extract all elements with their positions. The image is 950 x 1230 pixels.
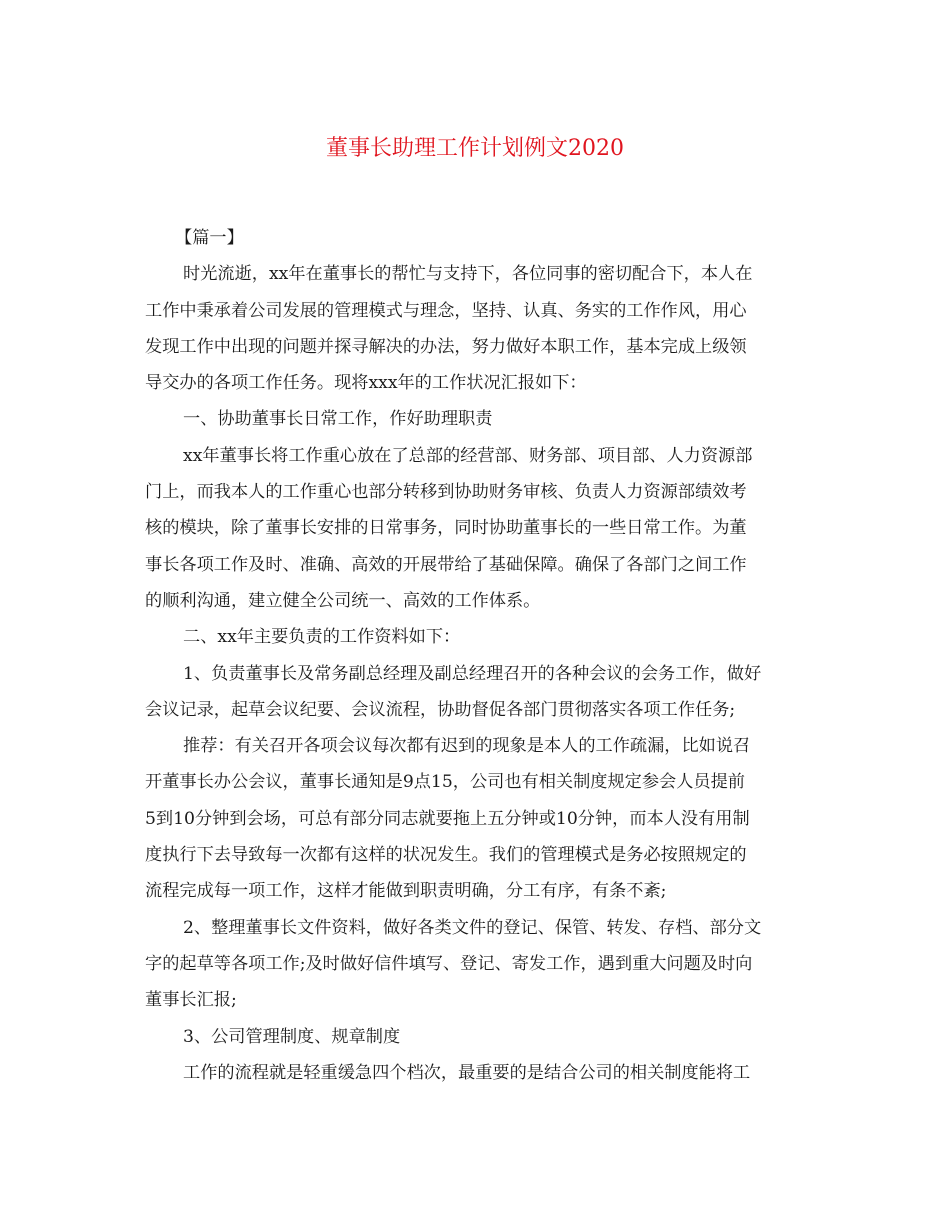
paragraph-line: 会议记录，起草会议纪要、会议流程，协助督促各部门贯彻落实各项工作任务; (145, 699, 736, 720)
paragraph-line: 字的起草等各项工作;及时做好信件填写、登记、寄发工作，遇到重大问题及时向 (145, 953, 753, 974)
paragraph-line: 董事长汇报; (145, 990, 237, 1011)
paragraph-line: 时光流逝，xx年在董事长的帮忙与支持下，各位同事的密切配合下，本人在 (183, 264, 753, 285)
paragraph-line: 工作中秉承着公司发展的管理模式与理念，坚持、认真、务实的工作作风，用心 (145, 300, 747, 321)
paragraph-line: 流程完成每一项工作，这样才能做到职责明确，分工有序，有条不紊; (145, 881, 667, 902)
paragraph-line: 发现工作中出现的问题并探寻解决的办法，努力做好本职工作，基本完成上级领 (145, 336, 747, 357)
paragraph-line: 的顺利沟通，建立健全公司统一、高效的工作体系。 (145, 590, 541, 611)
paragraph-line: 门上，而我本人的工作重心也部分转移到协助财务审核、负责人力资源部绩效考 (145, 482, 747, 503)
paragraph-line: 一、协助董事长日常工作，作好助理职责 (183, 409, 493, 430)
document-body (145, 220, 807, 1091)
paragraph-line: 推荐：有关召开各项会议每次都有迟到的现象是本人的工作疏漏，比如说召 (183, 736, 751, 757)
document-title: 董事长助理工作计划例文2020 (326, 136, 624, 161)
paragraph-line: 事长各项工作及时、准确、高效的开展带给了基础保障。确保了各部门之间工作 (145, 554, 747, 575)
paragraph-line: 2、整理董事长文件资料，做好各类文件的登记、保管、转发、存档、部分文 (183, 917, 762, 938)
paragraph-line: xx年董事长将工作重心放在了总部的经营部、财务部、项目部、人力资源部 (183, 445, 753, 466)
paragraph-line: 核的模块，除了董事长安排的日常事务，同时协助董事长的一些日常工作。为董 (145, 518, 747, 539)
paragraph-line: 开董事长办公会议，董事长通知是9点15，公司也有相关制度规定参会人员提前 (145, 772, 745, 793)
paragraph-line: 度执行下去导致每一次都有这样的状况发生。我们的管理模式是务必按照规定的 (145, 845, 747, 866)
paragraph-line: 工作的流程就是轻重缓急四个档次，最重要的是结合公司的相关制度能将工 (183, 1062, 751, 1083)
paragraph-line: 5到10分钟到会场，可总有部分同志就要拖上五分钟或10分钟，而本人没有用制 (145, 808, 750, 829)
section-heading: 【篇一】 (175, 228, 244, 248)
paragraph-line: 3、公司管理制度、规章制度 (183, 1026, 401, 1047)
paragraph-line: 1、负责董事长及常务副总经理及副总经理召开的各种会议的会务工作，做好 (183, 663, 762, 684)
paragraph-line: 二、xx年主要负责的工作资料如下： (183, 627, 461, 648)
paragraph-line: 导交办的各项工作任务。现将xxx年的工作状况汇报如下： (145, 373, 587, 394)
